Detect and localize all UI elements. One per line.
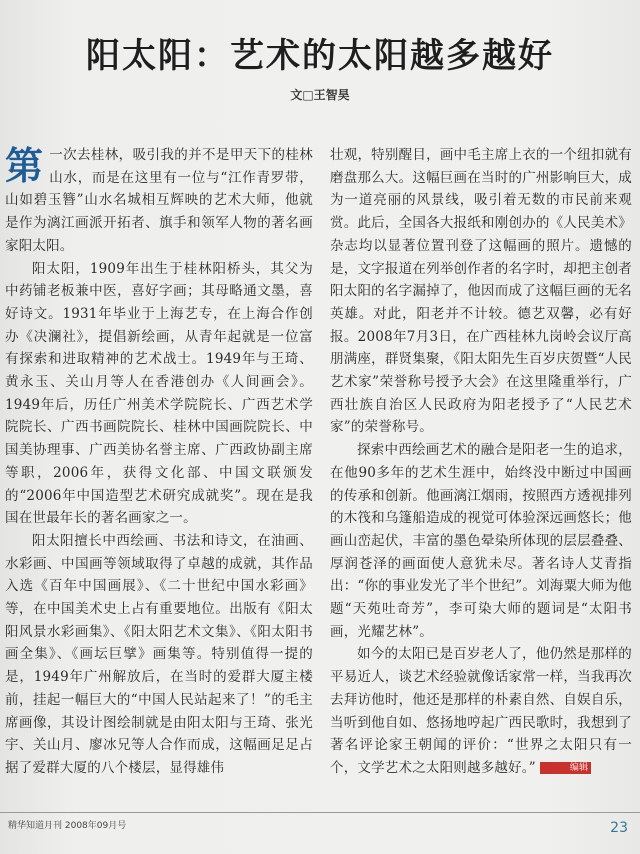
article-title: 阳太阳：艺术的太阳越多越好: [86, 36, 554, 76]
paragraph-5: [330, 643, 632, 779]
footer-divider: [0, 812, 640, 813]
drop-cap: 第: [5, 144, 44, 188]
paragraph-3: 阳太阳擅长中西绘画、书法和诗文，在油画、水彩画、中国画等领域取得了卓越的成就，其作品入选《百年中国画展》、《二十世纪中国水彩画》等，在中国美术史上占有重要地位。出版有《阳太阳风景水彩画集》、《阳太阳艺术文集》、《阳太阳书画全集》、《画坛巨擘》画集等。特别值得一提的是，1949年广州解放后，在当时的爱群大厦主楼前，挂起一幅巨大的“中国人民站起来了！”的毛主席画像，其设计图绘制就是由阳太阳与王琦、张光宇、关山月、廖冰兄等人合作而成，这幅画足足占据了爱群大厦的八个楼层，显得雄伟: [5, 532, 313, 776]
left-column: [5, 144, 313, 780]
page-number: 23: [610, 820, 628, 836]
right-column: [330, 144, 632, 780]
article-author: 文□王智昊: [290, 88, 350, 102]
paragraph-4: 探索中西绘画艺术的融合是阳老一生的追求，在他90多年的艺术生涯中，始终没中断过中国画的传承和创新。他画漓江烟雨，按照西方透视排列的木筏和乌篷船造成的视觉可体验深远画悠长；他画山峦起伏，丰富的墨色晕染所体现的层层叠叠、厚润苍泽的画面使人意犹未尽。著名诗人艾青指出：“你的事业发光了半个世纪”。刘海粟大师为他题“天苑吐奇芳”，李可染大师的题词是“太阳书画，光耀艺林”。: [330, 442, 632, 640]
paragraph-2: 阳太阳，1909年出生于桂林阳桥头，其父为中药铺老板兼中医，喜好字画；其母略通文墨，喜好诗文。1931年毕业于上海艺专，在上海合作创办《决澜社》，提倡新绘画，从青年起就是一位富有探索和进取精神的艺术战士。1949年与王琦、黄永玉、关山月等人在香港创办《人间画会》。1949年后，历任广州美术学院院长、广西艺术学院院长、广西书画院院长、桂林中国画院院长、中国美协理事、广西美协名誉主席、广西政协副主席等职，2006年，获得文化部、中国文联颁发的“2006年中国造型艺术研究成就奖”。现在是我国在世最年长的著名画家之一。: [5, 260, 313, 527]
editor-seal: 编辑: [540, 762, 591, 774]
paragraph-1-text: 一次去桂林，吸引我的并不是甲天下的桂林山水，而是在这里有一位与“江作青罗带，山如碧玉簪”山水名城相互辉映的艺术大师，他就是作为漓江画派开拓者、旗手和领军人物的著名画家阳太阳。: [5, 147, 313, 254]
journal-footer: 精华知道月刊 2008年09月号: [8, 821, 127, 831]
paragraph-1: [5, 144, 313, 258]
paragraph-3-continued: 壮观，特别醒目，画中毛主席上衣的一个纽扣就有磨盘那么大。这幅巨画在当时的广州影响巨大，成为一道亮丽的风景线，吸引着无数的市民前来观赏。此后，全国各大报纸和刚创办的《人民美术》杂志均以显著位置刊登了这幅画的照片。遗憾的是，文字报道在列举创作者的名字时，却把主创者阳太阳的名字漏掉了，他因而成了这幅巨画的无名英雄。对此，阳老并不计较。德艺双馨，必有好报。2008年7月3日，在广西桂林九岗岭会议厅高朋满座，群贤集聚，《阳太阳先生百岁庆贺暨“人民艺术家”荣誉称号授予大会》在这里隆重举行，广西壮族自治区人民政府为阳老授予了“人民艺术家”的荣誉称号。: [330, 147, 632, 436]
paragraph-5-text: 如今的太阳已是百岁老人了，他仍然是那样的平易近人，谈艺术经验就像话家常一样，当我再次去拜访他时，他还是那样的朴素自然、自娱自乐，当听到他自如、悠扬地哼起广西民歌时，我想到了著名评论家王朝闻的评价：“世界之太阳只有一个，文学艺术之太阳则越多越好。”: [330, 646, 632, 776]
